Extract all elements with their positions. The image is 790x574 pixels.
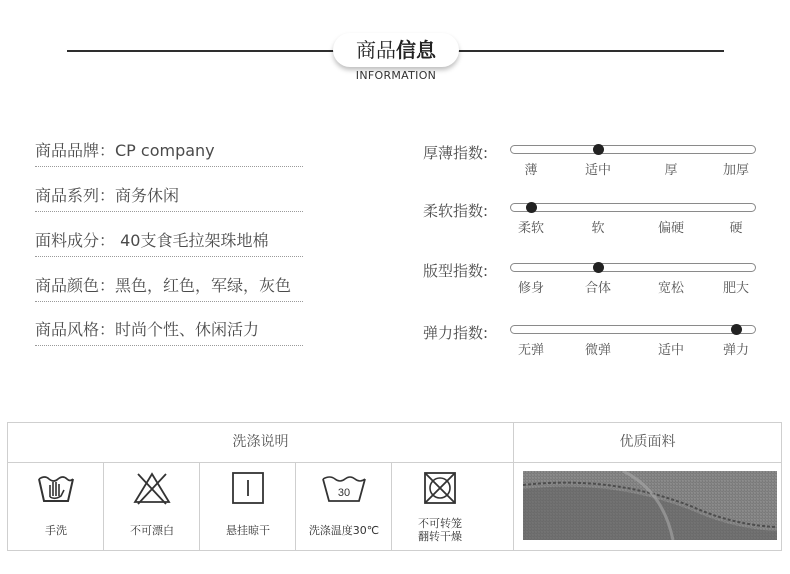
info-style: 商品风格：时尚个性、休闲活力	[35, 315, 303, 346]
fabric-photo	[523, 471, 777, 540]
index-track-0[interactable]	[510, 145, 756, 154]
index-option-3-2: 适中	[657, 343, 684, 358]
index-option-0-0: 薄	[524, 163, 538, 178]
index-option-2-1: 合体	[584, 281, 611, 296]
wash-caption-hang-dry: 悬挂晾干	[226, 524, 270, 537]
section-title	[333, 33, 459, 67]
index-option-0-3: 加厚	[722, 163, 749, 178]
index-option-3-3: 弹力	[722, 343, 749, 358]
index-option-1-1: 软	[591, 221, 605, 236]
index-option-0-2: 厚	[664, 163, 678, 178]
index-marker-1[interactable]	[526, 202, 537, 213]
wash-cell-temp	[296, 463, 392, 550]
index-option-3-1: 微弹	[584, 343, 611, 358]
index-option-0-1: 适中	[584, 163, 611, 178]
wash-temp-value: 30	[337, 487, 351, 499]
care-table	[7, 422, 782, 551]
fabric-header: 优质面料	[619, 434, 676, 450]
section-subtitle: INFORMATION	[355, 69, 437, 82]
wash-caption-no-tumble-2: 翻转干燥	[418, 530, 462, 543]
index-option-1-0: 柔软	[517, 221, 544, 236]
info-brand: 商品品牌：CP company	[35, 136, 303, 167]
wash-header: 洗涤说明	[232, 434, 289, 450]
no-bleach-icon	[132, 471, 172, 505]
wash-caption-temp: 洗涤温度30℃	[308, 524, 380, 537]
index-option-3-0: 无弹	[517, 343, 544, 358]
info-colors: 商品颜色：黑色，红色，军绿，灰色	[35, 271, 303, 302]
section-title-part2: 信息	[396, 38, 436, 62]
index-option-2-2: 宽松	[657, 281, 684, 296]
index-label-2: 版型指数:	[423, 262, 489, 280]
index-track-3[interactable]	[510, 325, 756, 334]
wash-caption-no-tumble-1: 不可转笼	[418, 517, 462, 530]
hand-wash-icon	[36, 471, 76, 503]
wash-cell-no-tumble	[392, 463, 488, 550]
index-label-0: 厚薄指数:	[423, 144, 489, 162]
info-material: 面料成分： 40支食毛拉架珠地棉	[35, 226, 303, 257]
index-label-3: 弹力指数:	[423, 324, 489, 342]
section-title-part1: 商品	[356, 38, 396, 62]
index-option-1-2: 偏硬	[657, 221, 684, 236]
wash-caption-no-bleach: 不可漂白	[130, 524, 174, 537]
wash-cell-hand	[8, 463, 104, 550]
wash-cell-hang-dry	[200, 463, 296, 550]
index-marker-3[interactable]	[731, 324, 742, 335]
index-option-2-0: 修身	[517, 281, 544, 296]
index-marker-2[interactable]	[593, 262, 604, 273]
wash-cell-no-bleach	[104, 463, 200, 550]
no-tumble-dry-icon	[422, 471, 458, 505]
index-option-2-3: 肥大	[722, 281, 749, 296]
index-option-1-3: 硬	[729, 221, 743, 236]
header-divider-right	[458, 50, 724, 52]
wash-temp-icon	[320, 471, 368, 505]
header-divider-left	[67, 50, 337, 52]
index-track-1[interactable]	[510, 203, 756, 212]
info-series: 商品系列：商务休闲	[35, 181, 303, 212]
index-marker-0[interactable]	[593, 144, 604, 155]
index-label-1: 柔软指数:	[423, 202, 489, 220]
index-track-2[interactable]	[510, 263, 756, 272]
wash-caption-hand: 手洗	[45, 524, 67, 537]
hang-dry-icon	[230, 471, 266, 505]
